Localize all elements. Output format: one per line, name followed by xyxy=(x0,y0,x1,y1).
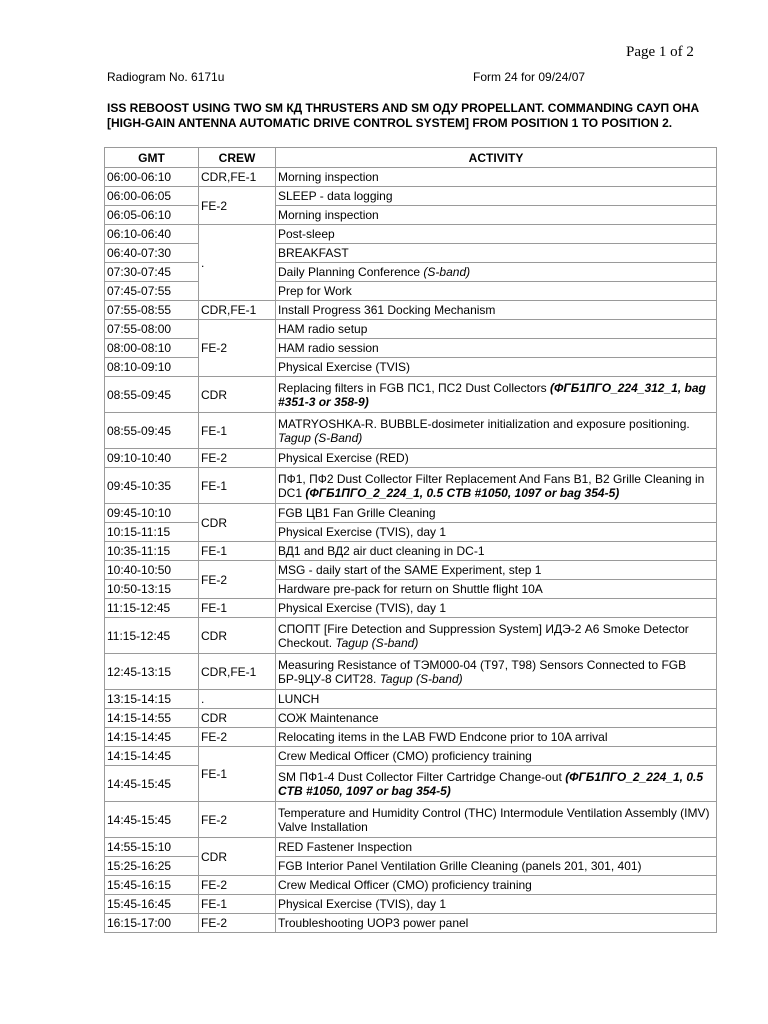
activity-text: Physical Exercise (TVIS), day 1 xyxy=(278,601,447,615)
activity-text: СПОПТ [Fire Detection and Suppression System] ИДЭ-2 A6 Smoke Detector Checkout. xyxy=(278,621,689,650)
activity-text: ПФ1, ПФ2 Dust Collector Filter Replacement And Fans В1, В2 Grille Cleaning in DC1 xyxy=(278,471,705,500)
activity-cell xyxy=(276,413,717,449)
table-row xyxy=(105,838,717,857)
gmt-cell: 14:45-15:45 xyxy=(105,766,199,802)
activity-cell xyxy=(276,690,717,709)
gmt-cell: 06:10-06:40 xyxy=(105,225,199,244)
gmt-cell: 10:40-10:50 xyxy=(105,561,199,580)
crew-cell: FE-2 xyxy=(199,449,276,468)
activity-cell xyxy=(276,206,717,225)
stowage-reference: (ФГБ1ПГО_2_224_1, 0.5 CTB #1050, 1097 or bag 354-5) xyxy=(305,485,620,500)
activity-text: Physical Exercise (TVIS) xyxy=(278,360,411,374)
table-row xyxy=(105,766,717,802)
crew-cell: FE-1 xyxy=(199,747,276,802)
table-row xyxy=(105,914,717,933)
gmt-cell: 11:15-12:45 xyxy=(105,618,199,654)
activity-cell xyxy=(276,914,717,933)
activity-text: LUNCH xyxy=(278,692,320,706)
gmt-cell: 06:05-06:10 xyxy=(105,206,199,225)
comm-note: Tagup (S-band) xyxy=(335,635,419,650)
gmt-cell: 07:30-07:45 xyxy=(105,263,199,282)
gmt-cell: 15:25-16:25 xyxy=(105,857,199,876)
activity-text: Measuring Resistance of ТЭМ000-04 (Т97, Т98) Sensors Connected to FGB БР-9ЦУ-8 СИТ28. xyxy=(278,657,687,686)
gmt-cell: 14:55-15:10 xyxy=(105,838,199,857)
activity-text: SM ПФ1-4 Dust Collector Filter Cartridge Change-out xyxy=(278,769,566,784)
activity-text: ВД1 and ВД2 air duct cleaning in DC-1 xyxy=(278,544,485,558)
comm-note: Tagup (S-band) xyxy=(379,671,463,686)
crew-cell: CDR xyxy=(199,838,276,876)
radiogram-number: Radiogram No. 6171u xyxy=(107,70,225,84)
crew-cell: CDR xyxy=(199,618,276,654)
crew-cell: FE-1 xyxy=(199,413,276,449)
crew-cell: FE-1 xyxy=(199,599,276,618)
activity-cell xyxy=(276,320,717,339)
activity-cell xyxy=(276,838,717,857)
crew-cell: . xyxy=(199,225,276,301)
crew-cell: CDR xyxy=(199,377,276,413)
gmt-cell: 10:50-13:15 xyxy=(105,580,199,599)
gmt-cell: 10:15-11:15 xyxy=(105,523,199,542)
activity-text: Install Progress 361 Docking Mechanism xyxy=(278,303,496,317)
gmt-cell: 14:15-14:45 xyxy=(105,747,199,766)
activity-cell xyxy=(276,468,717,504)
gmt-cell: 08:55-09:45 xyxy=(105,413,199,449)
crew-cell: FE-2 xyxy=(199,914,276,933)
activity-text: SLEEP - data logging xyxy=(278,189,393,203)
gmt-cell: 14:15-14:55 xyxy=(105,709,199,728)
gmt-cell: 14:45-15:45 xyxy=(105,802,199,838)
gmt-cell: 16:15-17:00 xyxy=(105,914,199,933)
activity-text: Prep for Work xyxy=(278,284,352,298)
gmt-cell: 12:45-13:15 xyxy=(105,654,199,690)
activity-text: Morning inspection xyxy=(278,208,379,222)
table-row xyxy=(105,358,717,377)
activity-text: Troubleshooting UOP3 power panel xyxy=(278,916,469,930)
column-header-activity: ACTIVITY xyxy=(276,148,717,168)
stowage-reference: (ФГБ1ПГО_2_224_1, 0.5 CTB #1050, 1097 or bag 354-5) xyxy=(278,769,703,798)
activity-cell xyxy=(276,895,717,914)
gmt-cell: 07:55-08:00 xyxy=(105,320,199,339)
gmt-cell: 15:45-16:15 xyxy=(105,876,199,895)
table-row xyxy=(105,728,717,747)
activity-cell xyxy=(276,709,717,728)
activity-cell xyxy=(276,857,717,876)
activity-text: FGB ЦВ1 Fan Grille Cleaning xyxy=(278,506,436,520)
activity-text: СОЖ Maintenance xyxy=(278,711,379,725)
crew-cell: CDR xyxy=(199,504,276,542)
activity-cell xyxy=(276,339,717,358)
table-body xyxy=(105,168,717,933)
gmt-cell: 09:10-10:40 xyxy=(105,449,199,468)
crew-cell: FE-2 xyxy=(199,561,276,599)
table-row xyxy=(105,244,717,263)
comm-note: (S-band) xyxy=(423,265,471,279)
crew-cell: FE-2 xyxy=(199,187,276,225)
gmt-cell: 06:00-06:10 xyxy=(105,168,199,187)
crew-cell: FE-2 xyxy=(199,802,276,838)
crew-cell: FE-2 xyxy=(199,876,276,895)
document-title: ISS REBOOST USING TWO SM КД THRUSTERS AND SM ОДУ PROPELLANT. COMMANDING САУП ОНА [HIGH-GAIN ANTENNA AUTOMATIC DRIVE CONTROL SYSTEM] FROM POSITION 1 TO POSITION 2. xyxy=(107,101,700,130)
stowage-reference: (ФГБ1ПГО_224_312_1, bag #351-3 or 358-9) xyxy=(278,380,706,409)
activity-cell xyxy=(276,168,717,187)
gmt-cell: 09:45-10:35 xyxy=(105,468,199,504)
table-row xyxy=(105,468,717,504)
table-row xyxy=(105,282,717,301)
crew-cell: FE-1 xyxy=(199,895,276,914)
table-row xyxy=(105,802,717,838)
activity-text: Hardware pre-pack for return on Shuttle flight 10A xyxy=(278,582,543,596)
activity-cell xyxy=(276,561,717,580)
table-row xyxy=(105,206,717,225)
table-row xyxy=(105,523,717,542)
gmt-cell: 11:15-12:45 xyxy=(105,599,199,618)
table-row xyxy=(105,449,717,468)
schedule-table xyxy=(104,147,717,933)
table-row xyxy=(105,580,717,599)
gmt-cell: 08:10-09:10 xyxy=(105,358,199,377)
activity-cell xyxy=(276,244,717,263)
crew-cell: CDR,FE-1 xyxy=(199,168,276,187)
table-row xyxy=(105,561,717,580)
activity-cell xyxy=(276,654,717,690)
activity-text: HAM radio session xyxy=(278,341,379,355)
crew-cell: FE-1 xyxy=(199,468,276,504)
activity-cell xyxy=(276,225,717,244)
crew-cell: FE-1 xyxy=(199,542,276,561)
activity-text: MATRYOSHKA-R. BUBBLE-dosimeter initialization and exposure positioning. xyxy=(278,416,690,431)
table-row xyxy=(105,876,717,895)
activity-cell xyxy=(276,542,717,561)
activity-cell xyxy=(276,618,717,654)
activity-text: Replacing filters in FGB ПС1, ПС2 Dust Collectors xyxy=(278,380,551,395)
table-row xyxy=(105,654,717,690)
form-date: Form 24 for 09/24/07 xyxy=(473,70,586,84)
gmt-cell: 07:45-07:55 xyxy=(105,282,199,301)
table-row xyxy=(105,690,717,709)
activity-cell xyxy=(276,580,717,599)
gmt-cell: 09:45-10:10 xyxy=(105,504,199,523)
activity-text: FGB Interior Panel Ventilation Grille Cleaning (panels 201, 301, 401) xyxy=(278,859,642,873)
table-row xyxy=(105,542,717,561)
activity-cell xyxy=(276,766,717,802)
activity-text: Crew Medical Officer (CMO) proficiency training xyxy=(278,878,532,892)
table-row xyxy=(105,747,717,766)
table-row xyxy=(105,709,717,728)
table-row xyxy=(105,320,717,339)
gmt-cell: 10:35-11:15 xyxy=(105,542,199,561)
table-row xyxy=(105,895,717,914)
activity-cell xyxy=(276,876,717,895)
table-row xyxy=(105,618,717,654)
table-row xyxy=(105,599,717,618)
activity-cell xyxy=(276,358,717,377)
table-header-row xyxy=(105,148,717,168)
table-row xyxy=(105,857,717,876)
crew-cell: CDR,FE-1 xyxy=(199,301,276,320)
activity-text: HAM radio setup xyxy=(278,322,368,336)
activity-cell xyxy=(276,728,717,747)
gmt-cell: 07:55-08:55 xyxy=(105,301,199,320)
comm-note: Tagup (S-Band) xyxy=(278,430,363,445)
crew-cell: FE-2 xyxy=(199,728,276,747)
table-row xyxy=(105,504,717,523)
crew-cell: CDR,FE-1 xyxy=(199,654,276,690)
crew-cell: CDR xyxy=(199,709,276,728)
activity-text: RED Fastener Inspection xyxy=(278,840,413,854)
activity-text: Physical Exercise (RED) xyxy=(278,451,409,465)
activity-cell xyxy=(276,599,717,618)
activity-text: MSG - daily start of the SAME Experiment, step 1 xyxy=(278,563,542,577)
gmt-cell: 06:00-06:05 xyxy=(105,187,199,206)
table-row xyxy=(105,377,717,413)
table-row xyxy=(105,301,717,320)
activity-text: Crew Medical Officer (CMO) proficiency training xyxy=(278,749,532,763)
table-row xyxy=(105,339,717,358)
activity-cell xyxy=(276,802,717,838)
table-row xyxy=(105,413,717,449)
crew-cell: . xyxy=(199,690,276,709)
table-row xyxy=(105,168,717,187)
gmt-cell: 15:45-16:45 xyxy=(105,895,199,914)
activity-cell xyxy=(276,263,717,282)
activity-text: Post-sleep xyxy=(278,227,335,241)
activity-cell xyxy=(276,523,717,542)
crew-cell: FE-2 xyxy=(199,320,276,377)
activity-cell xyxy=(276,449,717,468)
activity-cell xyxy=(276,377,717,413)
column-header-crew: CREW xyxy=(199,148,276,168)
gmt-cell: 13:15-14:15 xyxy=(105,690,199,709)
activity-text: Physical Exercise (TVIS), day 1 xyxy=(278,525,447,539)
gmt-cell: 08:55-09:45 xyxy=(105,377,199,413)
table-row xyxy=(105,225,717,244)
activity-cell xyxy=(276,282,717,301)
activity-cell xyxy=(276,301,717,320)
activity-cell xyxy=(276,504,717,523)
activity-text: Relocating items in the LAB FWD Endcone prior to 10A arrival xyxy=(278,730,608,744)
page-number: Page 1 of 2 xyxy=(626,44,694,60)
gmt-cell: 08:00-08:10 xyxy=(105,339,199,358)
gmt-cell: 14:15-14:45 xyxy=(105,728,199,747)
activity-text: Morning inspection xyxy=(278,170,379,184)
activity-text: Physical Exercise (TVIS), day 1 xyxy=(278,897,447,911)
activity-text: BREAKFAST xyxy=(278,246,349,260)
gmt-cell: 06:40-07:30 xyxy=(105,244,199,263)
table-row xyxy=(105,187,717,206)
table-row xyxy=(105,263,717,282)
column-header-gmt: GMT xyxy=(105,148,199,168)
activity-text: Daily Planning Conference xyxy=(278,265,424,279)
activity-cell xyxy=(276,747,717,766)
activity-text: Temperature and Humidity Control (THC) Intermodule Ventilation Assembly (IMV) Valve Installation xyxy=(278,805,710,834)
activity-cell xyxy=(276,187,717,206)
